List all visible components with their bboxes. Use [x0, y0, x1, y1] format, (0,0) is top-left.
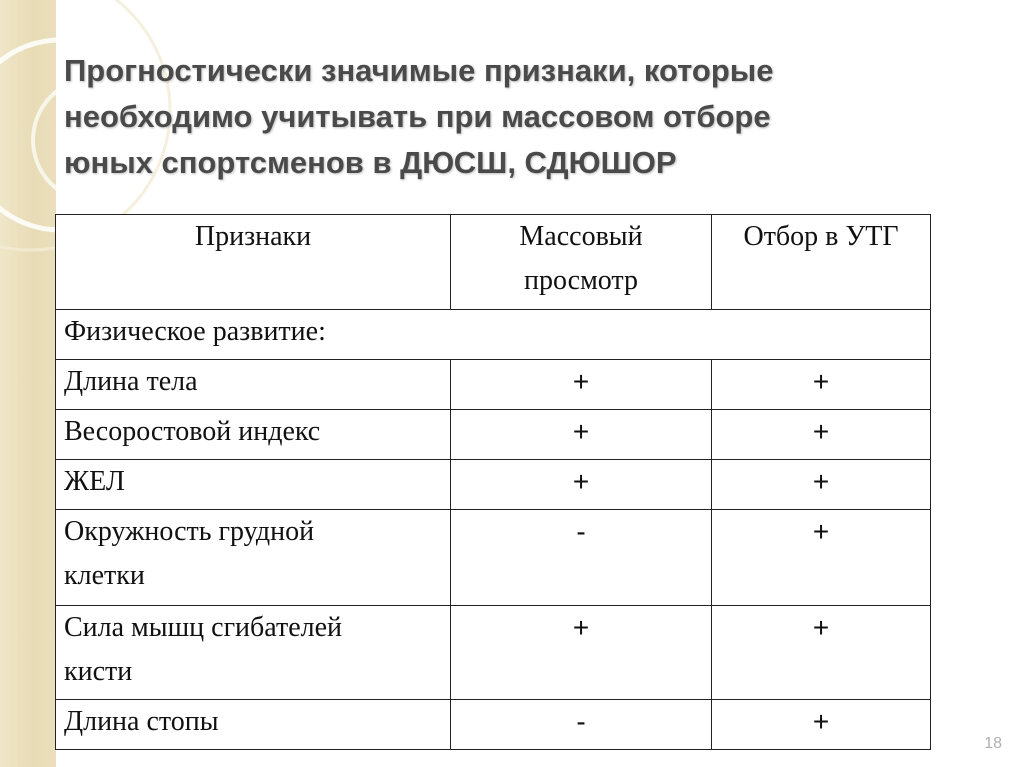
row-criterion-line: кисти: [64, 656, 133, 687]
title-line: Прогностически значимые признаки, которые: [64, 53, 774, 88]
row-mass-mark: +: [451, 410, 712, 460]
table-row: [56, 606, 931, 700]
header-utg-selection: Отбор в УТГ: [712, 215, 931, 310]
table-header-row: [56, 215, 931, 310]
title-line: необходимо учитывать при массовом отборе: [64, 99, 771, 134]
page-number: 18: [984, 735, 1002, 752]
row-utg-mark: +: [712, 460, 931, 510]
table-section-row: [56, 310, 931, 360]
header-mass-line: просмотр: [523, 265, 639, 296]
row-criterion-line: клетки: [64, 560, 145, 591]
row-utg-mark: +: [712, 360, 931, 410]
row-utg-mark: +: [712, 410, 931, 460]
title-line: юных спортсменов в ДЮСШ, СДЮШОР: [64, 145, 677, 180]
row-mass-mark: -: [451, 700, 712, 750]
row-criterion: Длина тела: [56, 360, 451, 410]
row-criterion-line: Сила мышц сгибателей: [64, 612, 343, 643]
slide-title: [64, 48, 964, 186]
section-physical-development: Физическое развитие:: [56, 310, 931, 360]
row-criterion: Длина стопы: [56, 700, 451, 750]
header-mass-line: Массовый: [519, 221, 643, 252]
table-row: [56, 360, 931, 410]
row-criterion: [56, 606, 451, 700]
row-criterion-line: Окружность грудной: [64, 516, 315, 547]
decorative-side-band: [0, 0, 56, 767]
row-utg-mark: +: [712, 700, 931, 750]
table-row: [56, 410, 931, 460]
table-row: [56, 460, 931, 510]
row-criterion: ЖЕЛ: [56, 460, 451, 510]
row-utg-mark: +: [712, 606, 931, 700]
row-mass-mark: -: [451, 510, 712, 606]
row-criterion: [56, 510, 451, 606]
row-criterion: Весоростовой индекс: [56, 410, 451, 460]
table-row: [56, 700, 931, 750]
row-mass-mark: +: [451, 460, 712, 510]
criteria-table: [55, 214, 931, 750]
row-mass-mark: +: [451, 360, 712, 410]
row-utg-mark: +: [712, 510, 931, 606]
table-row: [56, 510, 931, 606]
row-mass-mark: +: [451, 606, 712, 700]
header-mass-screening: [451, 215, 712, 310]
header-criteria: Признаки: [56, 215, 451, 310]
